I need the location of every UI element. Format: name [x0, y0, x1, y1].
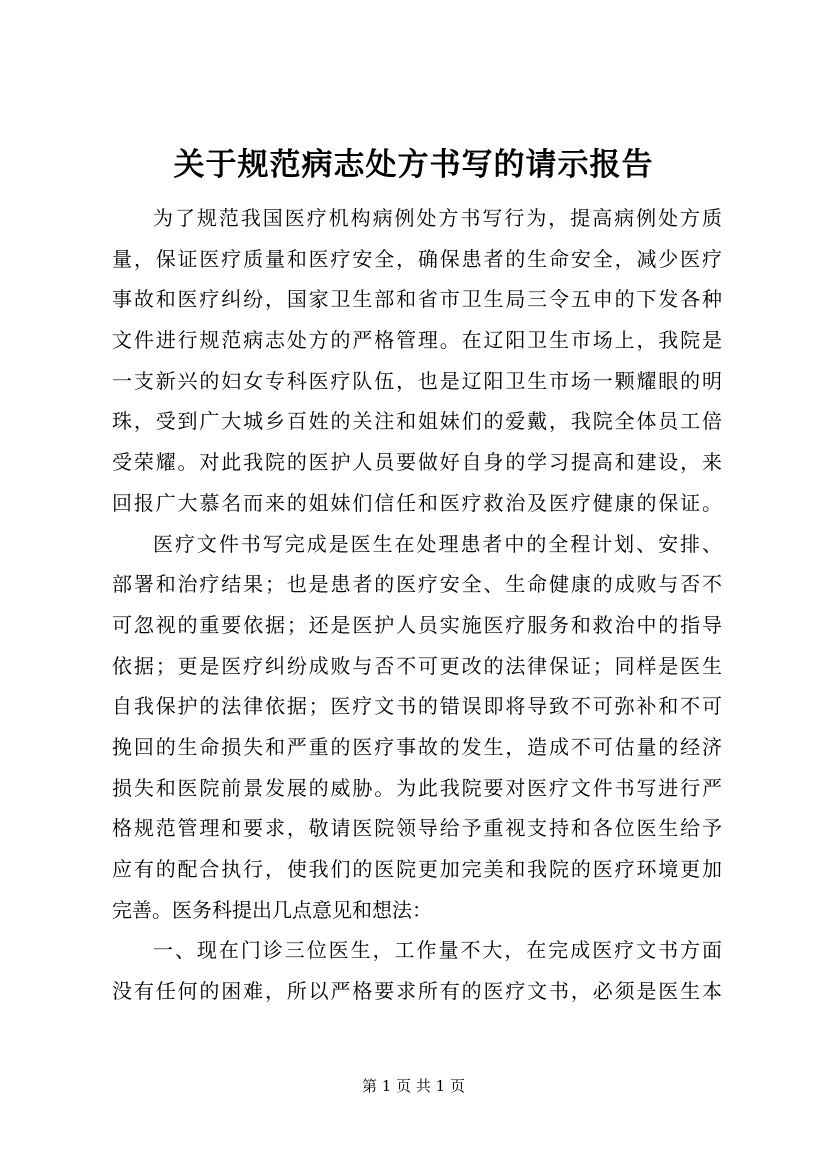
paragraph-1-line-3: 事故和医疗纠纷，国家卫生部和省市卫生局三令五申的下发各种	[112, 287, 722, 312]
document-body	[112, 198, 722, 1012]
document-title: 关于规范病志处方书写的请示报告	[173, 147, 654, 183]
paragraph-3-line-1: 一、现在门诊三位医生，工作量不大，在完成医疗文书方面	[153, 938, 722, 963]
paragraph-1-line-4: 文件进行规范病志处方的严格管理。在辽阳卫生市场上，我院是	[112, 328, 722, 353]
paragraph-2-line-10: 完善。医务科提出几点意见和想法：	[112, 897, 432, 922]
paragraph-2-line-2: 部署和治疗结果；也是患者的医疗安全、生命健康的成败与否不	[112, 572, 722, 597]
paragraph-1-line-1: 为了规范我国医疗机构病例处方书写行为，提高病例处方质	[153, 206, 722, 230]
paragraph-2-line-4: 依据；更是医疗纠纷成败与否不可更改的法律保证；同样是医生	[112, 653, 722, 678]
page-footer: 第 1 页 共 1 页	[362, 1077, 465, 1095]
paragraph-2-line-1: 医疗文件书写完成是医生在处理患者中的全程计划、安排、	[153, 531, 722, 556]
paragraph-1-line-2: 量，保证医疗质量和医疗安全，确保患者的生命安全，减少医疗	[112, 246, 722, 271]
paragraph-2-line-3: 可忽视的重要依据；还是医护人员实施医疗服务和救治中的指导	[112, 612, 722, 637]
paragraph-2-line-8: 格规范管理和要求，敬请医院领导给予重视支持和各位医生给予	[112, 816, 722, 841]
paragraph-2-line-9: 应有的配合执行，使我们的医院更加完美和我院的医疗环境更加	[112, 857, 722, 881]
paragraph-1-line-6: 珠，受到广大城乡百姓的关注和姐妹们的爱戴，我院全体员工倍	[112, 409, 722, 434]
paragraph-2-line-7: 损失和医院前景发展的威胁。为此我院要对医疗文件书写进行严	[112, 775, 722, 800]
paragraph-1-line-7: 受荣耀。对此我院的医护人员要做好自身的学习提高和建设，来	[112, 450, 722, 475]
paragraph-2-line-5: 自我保护的法律依据；医疗文书的错误即将导致不可弥补和不可	[112, 694, 722, 719]
paragraph-2-line-6: 挽回的生命损失和严重的医疗事故的发生，造成不可估量的经济	[112, 734, 722, 759]
paragraph-1-line-8: 回报广大慕名而来的姐妹们信任和医疗救治及医疗健康的保证。	[112, 490, 722, 515]
paragraph-1-line-5: 一支新兴的妇女专科医疗队伍，也是辽阳卫生市场一颗耀眼的明	[112, 368, 722, 393]
paragraph-3-line-2: 没有任何的困难，所以严格要求所有的医疗文书，必须是医生本	[112, 979, 722, 1004]
